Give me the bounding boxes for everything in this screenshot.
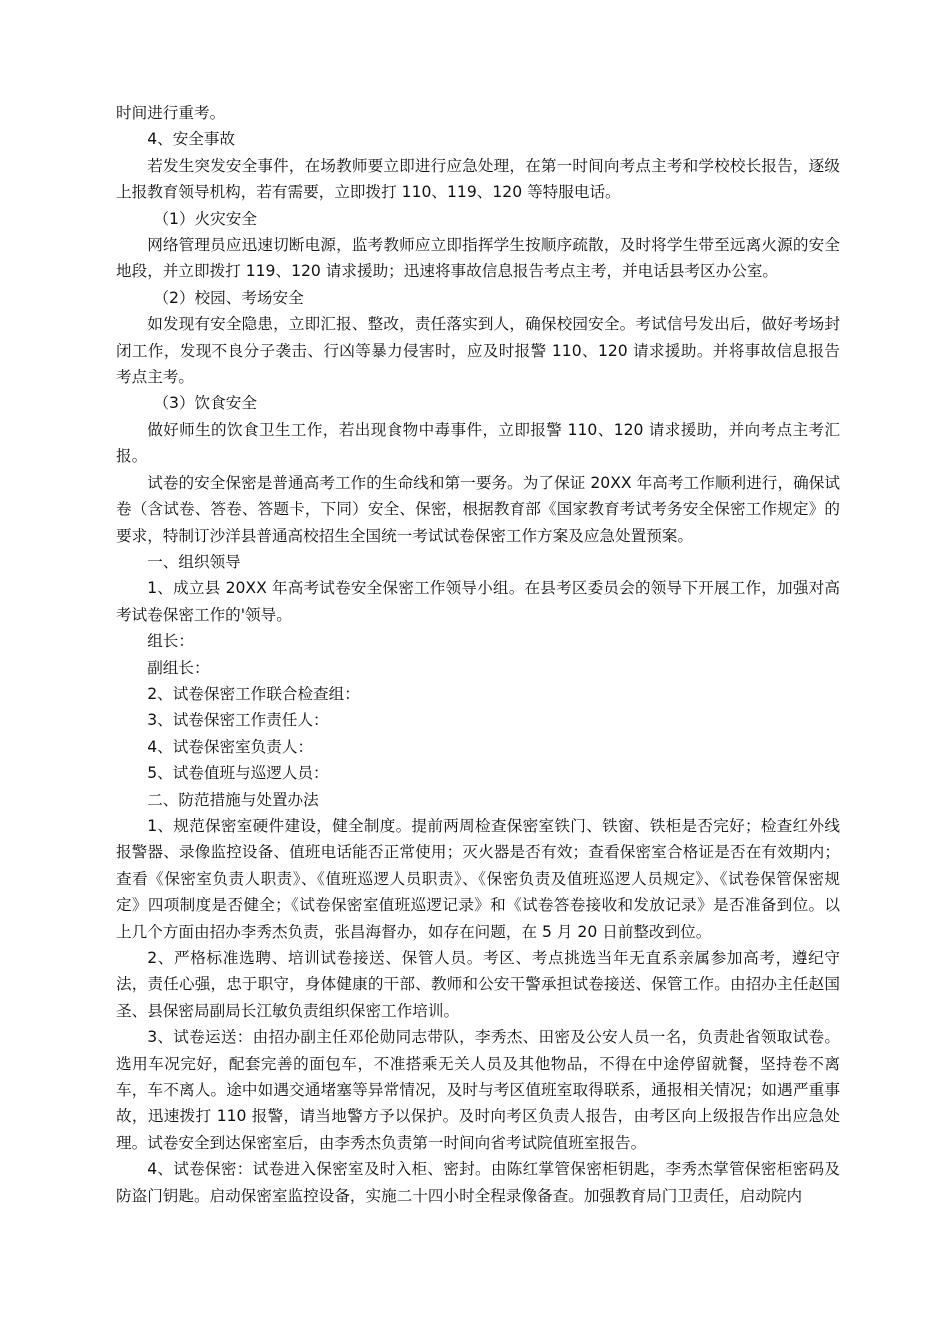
item-responsible-person: 3、试卷保密工作责任人： xyxy=(147,711,329,730)
paragraph-food-safety: 做好师生的饮食卫生工作，若出现食物中毒事件，立即报警 110、120 请求援助，并向考点主考汇报。 xyxy=(116,420,840,466)
heading-organization-leadership: 一、组织领导 xyxy=(147,552,241,571)
paragraph-continuation: 时间进行重考。 xyxy=(116,104,226,122)
paragraph-emergency-report: 若发生突发安全事件，在场教师要立即进行应急处理，在第一时间向考点主考和学校校长报告，逐级上报教育领导机构，若有需要，立即拨打 110、119、120 等特服电话。 xyxy=(116,156,840,202)
item-joint-inspection-group: 2、试卷保密工作联合检查组： xyxy=(147,684,360,703)
paragraph-leadership-group: 1、成立县 20XX 年高考试卷安全保密工作领导小组。在县考区委员会的领导下开展工作，加强对高考试卷保密工作的'领导。 xyxy=(116,579,840,624)
item-room-manager: 4、试卷保密室负责人： xyxy=(147,737,314,756)
item-group-leader: 组长： xyxy=(147,632,194,651)
paragraph-paper-storage: 4、试卷保密：试卷进入保密室及时入柜、密封。由陈红掌管保密柜钥匙，李秀杰掌管保密柜密码及防盗门钥匙。启动保密室监控设备，实施二十四小时全程录像备查。加强教育局门卫责任，启动院内 xyxy=(116,1160,840,1205)
paragraph-room-hardware: 1、规范保密室硬件建设，健全制度。提前两周检查保密室铁门、铁窗、铁柜是否完好；检查红外线报警器、录像监控设备、值班电话能否正常使用；灭火器是否有效；查看保密室合格证是否在有效期内；查看《保密室负责人职责》、《值班巡逻人员职责》、《保密负责及值班巡逻人员规定》、《试卷保管保密规定》四项制度是否健全；《试卷保密室值班巡逻记录》和《试卷答卷接收和发放记录》是否准备到位。以上几个方面由招办李秀杰负责，张昌海督办，如存在问题，在 5 月 20 日前整改到位。 xyxy=(116,816,840,941)
paragraph-staff-selection: 2、严格标准选聘、培训试卷接送、保管人员。考区、考点挑选当年无直系亲属参加高考，遵纪守法，责任心强，忠于职守，身体健康的干部、教师和公安干警承担试卷接送、保管工作。由招办主任赵国圣、县保密局副局长江敏负责组织保密工作培训。 xyxy=(116,949,840,1020)
paragraph-campus-safety: 如发现有安全隐患，立即汇报、整改，责任落实到人，确保校园安全。考试信号发出后，做好考场封闭工作，发现不良分子袭击、行凶等暴力侵害时，应及时报警 110、120 请求援助。并将事故信息报告考点主考。 xyxy=(116,315,840,387)
heading-fire-safety: （1）火灾安全 xyxy=(153,209,257,228)
heading-safety-accident: 4、安全事故 xyxy=(147,130,236,149)
heading-food-safety: （3）饮食安全 xyxy=(153,394,257,413)
heading-prevention-measures: 二、防范措施与处置办法 xyxy=(147,790,319,809)
paragraph-paper-transport: 3、试卷运送：由招办副主任邓伦勋同志带队，李秀杰、田密及公安人员一名，负责赴省领取试卷。选用车况完好，配套完善的面包车，不准搭乘无关人员及其他物品，不得在中途停留就餐，坚持卷不离车，车不离人。途中如遇交通堵塞等异常情况，及时与考区值班室取得联系，通报相关情况；如遇严重事故，迅速拨打 110 报警，请当地警方予以保护。及时向考区负责人报告，由考区向上级报告作出应急处理。试卷安全到达保密室后，由李秀杰负责第一时间向省考试院值班室报告。 xyxy=(116,1028,840,1152)
paragraph-exam-confidentiality-intro: 试卷的安全保密是普通高考工作的生命线和第一要务。为了保证 20XX 年高考工作顺利进行，确保试卷（含试卷、答卷、答题卡，下同）安全、保密，根据教育部《国家教育考试考务安全保密工作规定》的要求，特制订沙洋县普通高校招生全国统一考试试卷保密工作方案及应急处置预案。 xyxy=(116,473,840,545)
item-patrol-staff: 5、试卷值班与巡逻人员： xyxy=(147,764,329,783)
document-body xyxy=(116,100,840,1209)
item-deputy-leader: 副组长： xyxy=(147,658,210,677)
heading-campus-safety: （2）校园、考场安全 xyxy=(153,288,304,307)
paragraph-fire-safety: 网络管理员应迅速切断电源，监考教师应立即指挥学生按顺序疏散，及时将学生带至远离火源的安全地段，并立即拨打 119、120 请求援助；迅速将事故信息报告考点主考，并电话县考区办公室。 xyxy=(116,236,840,281)
